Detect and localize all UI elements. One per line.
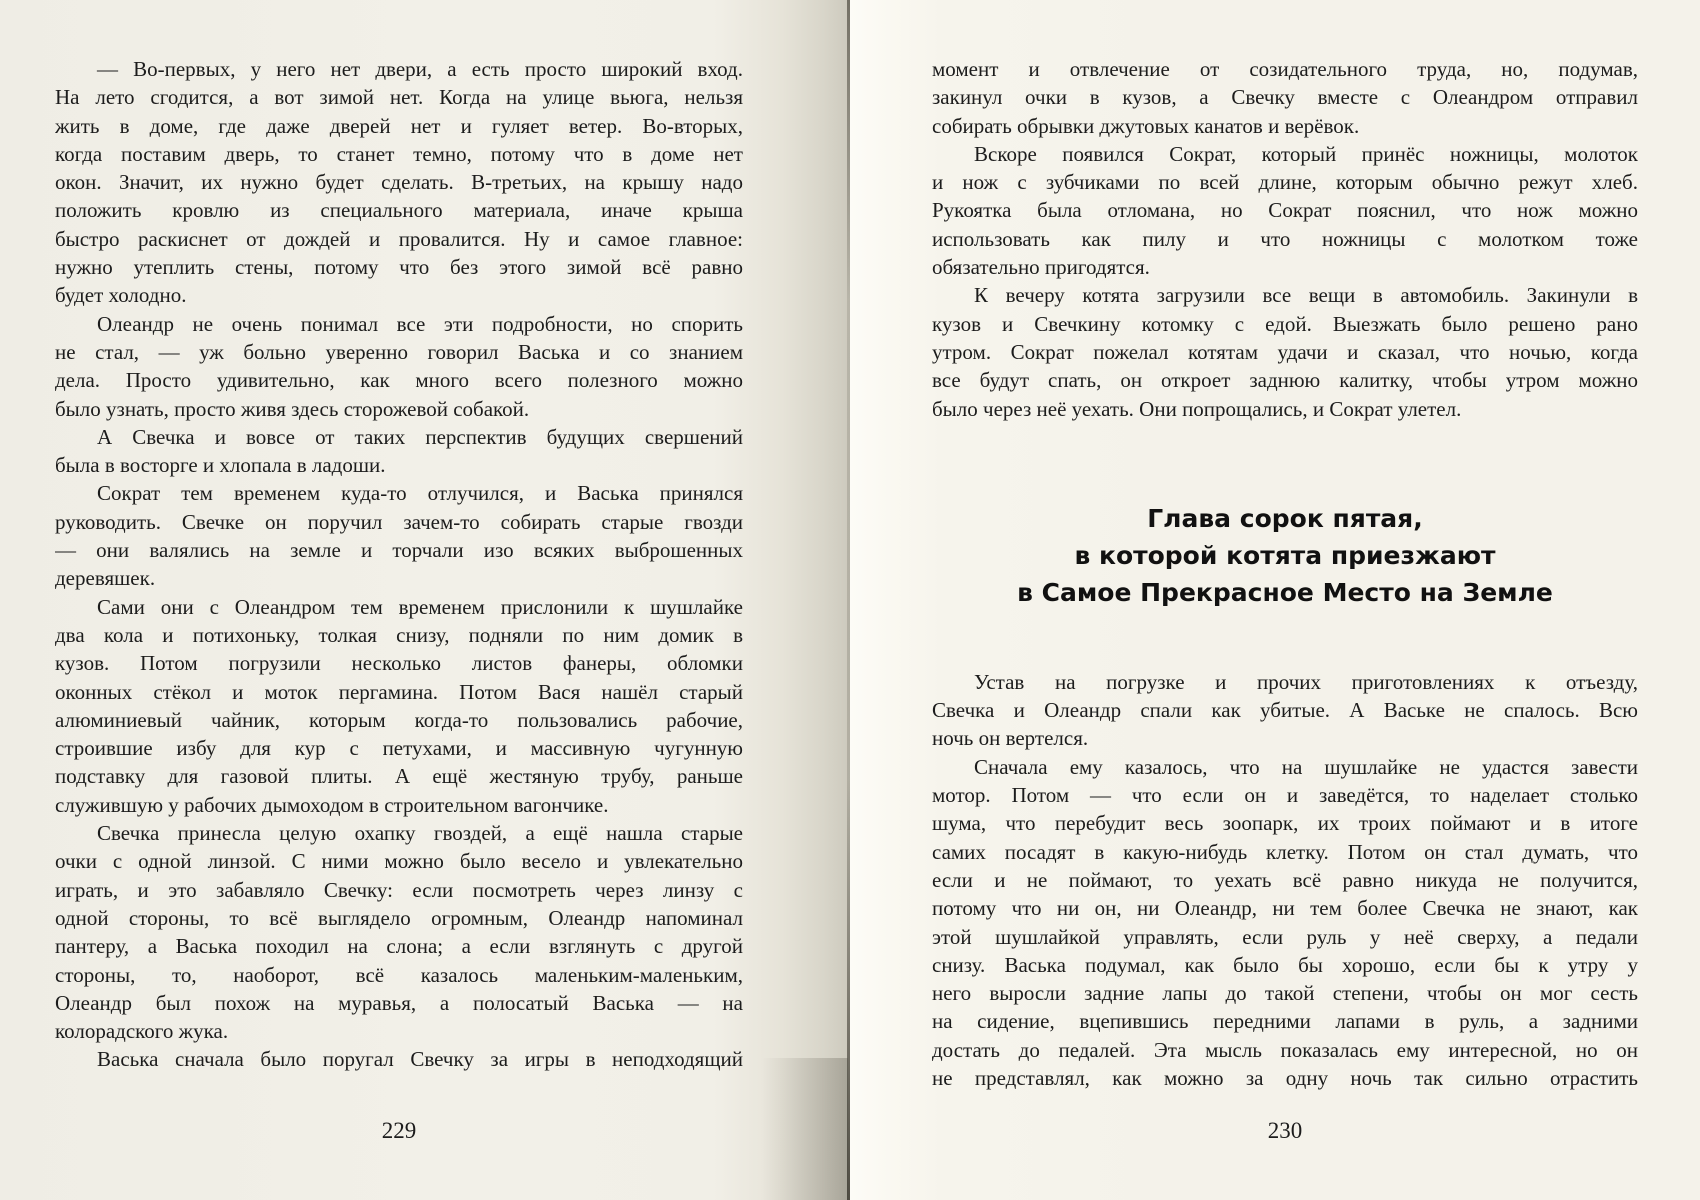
text-line: Олеандр был похож на муравья, а полосатый Васька — на	[55, 990, 743, 1015]
right-page-paragraphs-bottom	[932, 668, 1638, 1092]
text-line: Рукоятка была отломана, но Сократ пояснил, что нож можно	[932, 198, 1638, 223]
chapter-heading	[932, 500, 1638, 611]
left-page-paragraphs	[55, 55, 743, 1074]
text-line: колорадского жука.	[55, 1019, 229, 1044]
text-line: использовать как пилу и что ножницы с молотком тоже	[932, 226, 1638, 251]
text-line: собирать обрывки джутовых канатов и верёвок.	[932, 113, 1360, 138]
text-line: окон. Значит, их нужно будет сделать. В-третьих, на крышу надо	[55, 170, 743, 195]
text-line: на сидение, вцепившись передними лапами в руль, а задними	[932, 1009, 1638, 1034]
text-line: Сами они с Олеандром тем временем прислонили к шушлайке	[97, 594, 743, 619]
text-line: мотор. Потом — что если он и заведётся, то наделает столько	[932, 783, 1638, 808]
text-line: самих посадят в какую-нибудь клетку. Потом он стал думать, что	[932, 839, 1638, 864]
text-line: потому что ни он, ни Олеандр, ни тем более Свечка не знают, как	[932, 896, 1638, 921]
text-line: закинул очки в кузов, а Свечку вместе с Олеандром отправил	[932, 85, 1638, 110]
text-line: — они валялись на земле и торчали изо всяких выброшенных	[55, 538, 743, 563]
text-line: достать до педалей. Эта мысль показалась ему интересной, но он	[932, 1037, 1638, 1062]
text-line: пантеру, а Васька походил на слона; а если взглянуть с другой	[55, 934, 743, 959]
text-line: Олеандр не очень понимал все эти подробности, но спорить	[97, 311, 743, 336]
right-page-number: 230	[1267, 1118, 1303, 1143]
text-line: Сначала ему казалось, что на шушлайке не удастся завести	[974, 754, 1638, 779]
text-line: нужно утеплить стены, потому что без этого зимой всё равно	[55, 255, 743, 280]
text-line: не стал, — уж больно уверенно говорил Васька и со знанием	[55, 339, 743, 364]
left-page-number: 229	[381, 1118, 417, 1143]
chapter-heading-line: в которой котята приезжают	[1074, 540, 1496, 570]
text-line: жить в доме, где даже дверей нет и гуляет ветер. Во-вторых,	[55, 113, 743, 138]
text-line: когда поставим дверь, то станет темно, потому что в доме нет	[55, 141, 743, 166]
text-line: стороны, то, наоборот, всё казалось маленьким-маленьким,	[55, 962, 743, 987]
text-line: Сократ тем временем куда-то отлучился, и Васька принялся	[97, 481, 743, 506]
chapter-heading-line: в Самое Прекрасное Место на Земле	[1017, 577, 1553, 607]
text-line: положить кровлю из специального материала, иначе крыша	[55, 198, 743, 223]
text-line: очки с одной линзой. С ними можно было весело и увлекательно	[55, 849, 743, 874]
text-line: не представлял, как можно за одну ночь так сильно отрастить	[932, 1066, 1638, 1091]
text-line: шума, что перебудит весь зоопарк, их троих поймают и в итоге	[932, 811, 1638, 836]
text-line: Васька сначала было поругал Свечку за игры в неподходящий	[97, 1047, 743, 1072]
text-line: и нож с зубчиками по всей длине, которым обычно режут хлеб.	[932, 170, 1638, 195]
text-line: Свечка и Олеандр спали как убитые. А Ваське не спалось. Всю	[932, 698, 1638, 723]
text-line: него выросли задние лапы до такой степени, чтобы он мог сесть	[932, 981, 1638, 1006]
text-line: Устав на погрузке и прочих приготовлениях к отъезду,	[974, 669, 1638, 694]
text-line: момент и отвлечение от созидательного труда, но, подумав,	[932, 57, 1638, 81]
text-line: На лето сгодится, а вот зимой нет. Когда на улице вьюга, нельзя	[55, 85, 743, 110]
right-page-paragraphs-top	[932, 55, 1638, 423]
left-page-text	[55, 55, 743, 1074]
text-line: К вечеру котята загрузили все вещи в автомобиль. Закинули в	[974, 283, 1638, 308]
text-line: было через неё уехать. Они попрощались, и Сократ улетел.	[932, 396, 1462, 421]
text-line: кузов и Свечкину котомку с едой. Выезжать было решено рано	[932, 311, 1638, 336]
text-line: кузов. Потом погрузили несколько листов фанеры, обломки	[55, 651, 743, 676]
text-line: этой шушлайкой управлять, если руль у неё сверху, а педали	[932, 924, 1638, 949]
page-fold-line	[847, 0, 850, 1200]
text-line: одной стороны, то всё выглядело огромным, Олеандр напоминал	[55, 905, 743, 930]
text-line: — Во-первых, у него нет двери, а есть просто широкий вход.	[97, 57, 743, 81]
text-line: обязательно пригодятся.	[932, 255, 1150, 280]
text-line: Вскоре появился Сократ, который принёс ножницы, молоток	[974, 141, 1638, 166]
text-line: утром. Сократ пожелал котятам удачи и сказал, что ночью, когда	[932, 339, 1638, 364]
text-line: была в восторге и хлопала в ладоши.	[55, 453, 386, 478]
text-line: подставку для газовой плиты. А ещё жестяную трубу, раньше	[55, 764, 743, 789]
text-line: снизу. Васька подумал, как было бы хорошо, если бы к утру у	[932, 952, 1638, 977]
text-line: все будут спать, он откроет заднюю калитку, чтобы утром можно	[932, 368, 1638, 393]
text-line: если и не поймают, то уехать всё равно никуда не получится,	[932, 867, 1638, 892]
gutter-shadow	[762, 1058, 848, 1200]
text-line: играть, и это забавляло Свечку: если посмотреть через линзу с	[55, 877, 743, 902]
text-line: руководить. Свечке он поручил зачем-то собирать старые гвозди	[55, 509, 743, 534]
text-line: алюминиевый чайник, которым когда-то пользовались рабочие,	[55, 707, 743, 732]
right-page-text	[932, 55, 1638, 1092]
text-line: дела. Просто удивительно, как много всего полезного можно	[55, 368, 743, 393]
text-line: служившую у рабочих дымоходом в строительном вагончике.	[55, 792, 609, 817]
text-line: деревяшек.	[55, 566, 156, 591]
text-line: было узнать, просто живя здесь сторожевой собакой.	[55, 396, 530, 421]
text-line: строившие избу для кур с петухами, и массивную чугунную	[55, 736, 743, 761]
text-line: оконных стёкол и моток пергамина. Потом Вася нашёл старый	[55, 679, 743, 704]
text-line: Свечка принесла целую охапку гвоздей, а ещё нашла старые	[97, 821, 743, 846]
text-line: будет холодно.	[55, 283, 187, 308]
chapter-heading-line: Глава сорок пятая,	[1147, 503, 1423, 533]
text-line: быстро раскиснет от дождей и провалится. Ну и самое главное:	[55, 226, 743, 251]
text-line: А Свечка и вовсе от таких перспектив будущих свершений	[97, 424, 743, 449]
text-line: два кола и потихоньку, толкая снизу, подняли по ним домик в	[55, 622, 743, 647]
text-line: ночь он вертелся.	[932, 726, 1089, 751]
